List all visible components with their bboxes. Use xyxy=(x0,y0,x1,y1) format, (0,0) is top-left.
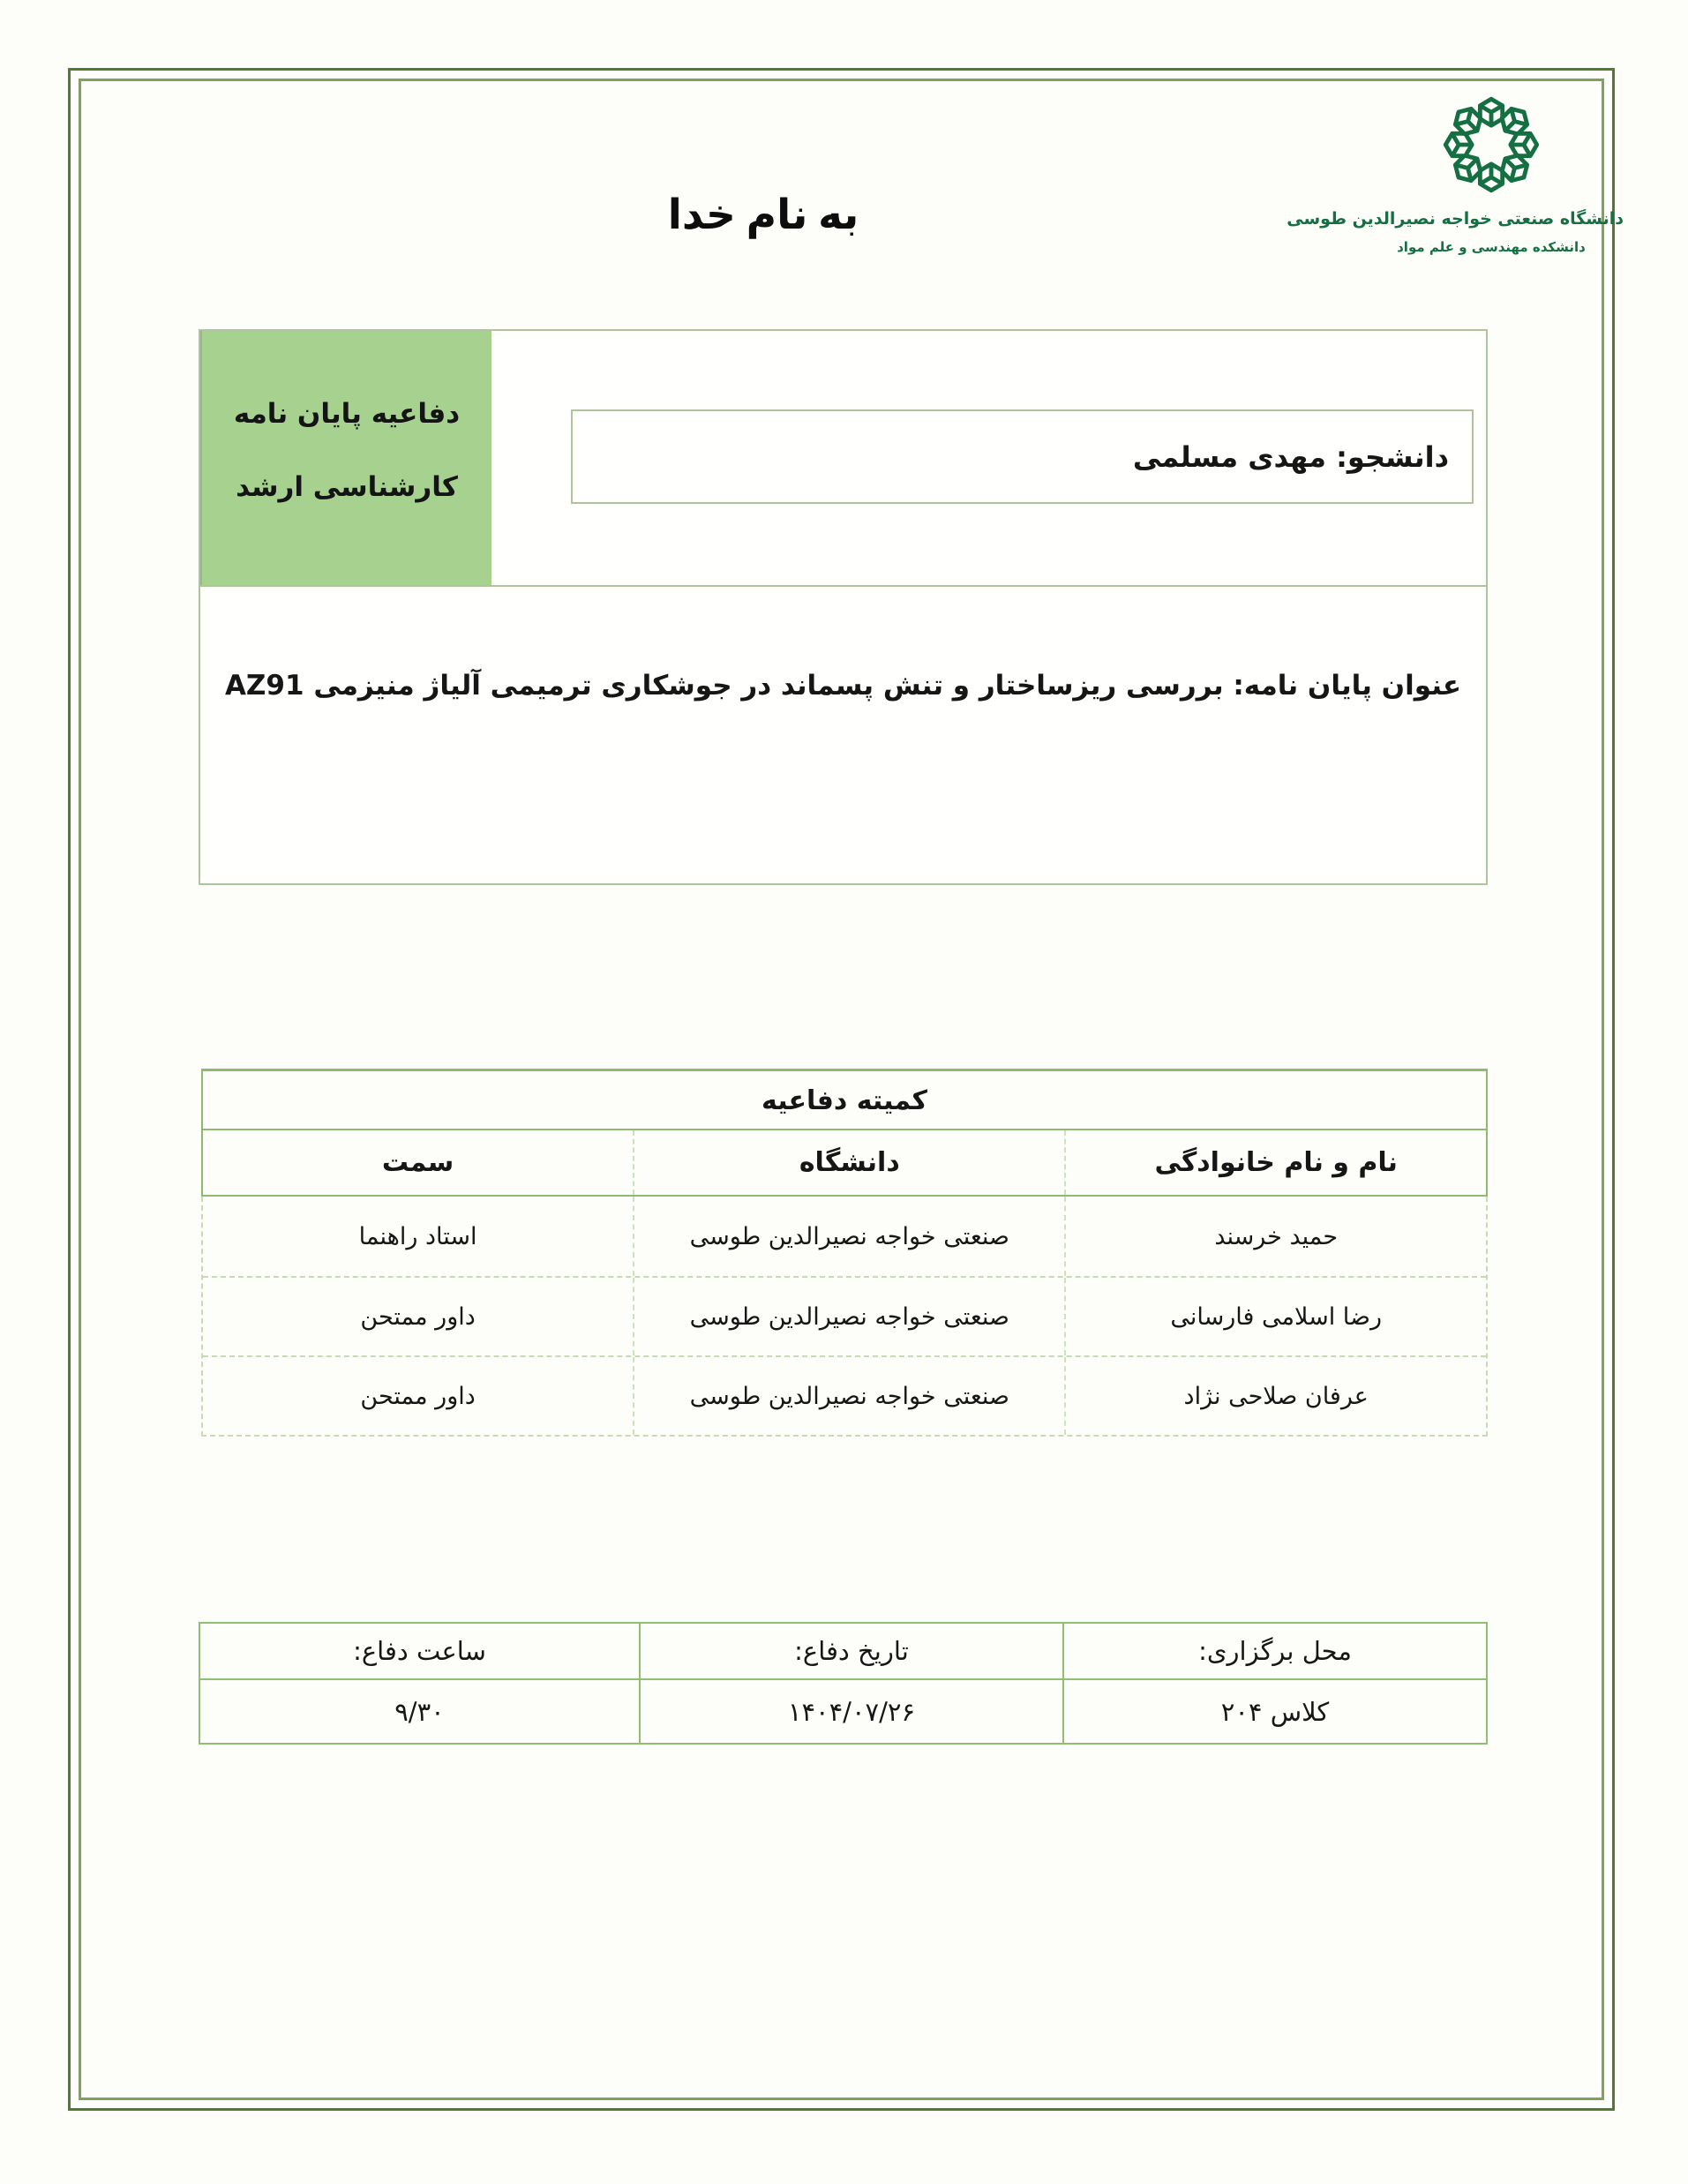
session-location-value: کلاس ۲۰۴ xyxy=(1220,1696,1330,1727)
committee-header-role: سمت xyxy=(203,1130,634,1195)
committee-row-1 xyxy=(203,1197,1486,1276)
defense-type-line2: کارشناسی ارشد xyxy=(236,471,458,503)
committee-member-role: داور ممتحن xyxy=(203,1278,634,1355)
session-labels-row xyxy=(200,1624,1486,1680)
committee-member-name: حمید خرسند xyxy=(1214,1222,1339,1250)
student-name-box xyxy=(571,409,1474,504)
faculty-name-calligraphy: دانشکده مهندسی و علم مواد xyxy=(1397,239,1586,255)
session-date-value: ۱۴۰۴/۰۷/۲۶ xyxy=(641,1680,1064,1743)
committee-member-name: رضا اسلامی فارسانی xyxy=(1170,1302,1382,1331)
bismillah-title: به نام خدا xyxy=(667,192,859,238)
defense-type-cell xyxy=(200,331,491,585)
session-date-label: تاریخ دفاع: xyxy=(641,1624,1064,1678)
university-name-calligraphy: دانشگاه صنعتی خواجه نصیرالدین طوسی xyxy=(1287,209,1624,229)
committee-header-row xyxy=(201,1130,1488,1197)
session-values-row xyxy=(200,1680,1486,1743)
thesis-title-row xyxy=(200,587,1486,883)
thesis-title-text: عنوان پایان نامه: بررسی ریزساختار و تنش پسماند در جوشکاری ترمیمی آلیاژ منیزمی AZ91 xyxy=(224,670,1462,702)
committee-row-2 xyxy=(203,1276,1486,1355)
committee-header-name: نام و نام خانوادگی xyxy=(1154,1147,1398,1178)
student-name-text: دانشجو: مهدی مسلمی xyxy=(1132,439,1449,474)
session-time-value: ۹/۳۰ xyxy=(200,1680,641,1743)
university-emblem-icon xyxy=(1424,84,1558,206)
top-info-table xyxy=(199,329,1488,885)
session-location-label: محل برگزاری: xyxy=(1198,1636,1352,1666)
committee-member-role: استاد راهنما xyxy=(203,1197,634,1276)
defense-type-line1: دفاعیه پایان نامه xyxy=(233,398,461,430)
committee-body xyxy=(201,1197,1488,1437)
session-info-table xyxy=(199,1622,1488,1745)
committee-table xyxy=(201,1069,1488,1437)
committee-member-name: عرفان صلاحی نژاد xyxy=(1183,1382,1369,1410)
committee-table-title: کمیته دفاعیه xyxy=(201,1069,1488,1130)
top-info-row xyxy=(200,331,1486,587)
committee-member-university: صنعتی خواجه نصیرالدین طوسی xyxy=(634,1278,1066,1355)
committee-member-role: داور ممتحن xyxy=(203,1357,634,1435)
session-time-label: ساعت دفاع: xyxy=(200,1624,641,1678)
committee-row-3 xyxy=(203,1355,1486,1435)
university-logo xyxy=(1287,84,1624,255)
committee-member-university: صنعتی خواجه نصیرالدین طوسی xyxy=(634,1357,1066,1435)
committee-member-university: صنعتی خواجه نصیرالدین طوسی xyxy=(634,1197,1066,1276)
committee-header-university: دانشگاه xyxy=(634,1130,1066,1195)
